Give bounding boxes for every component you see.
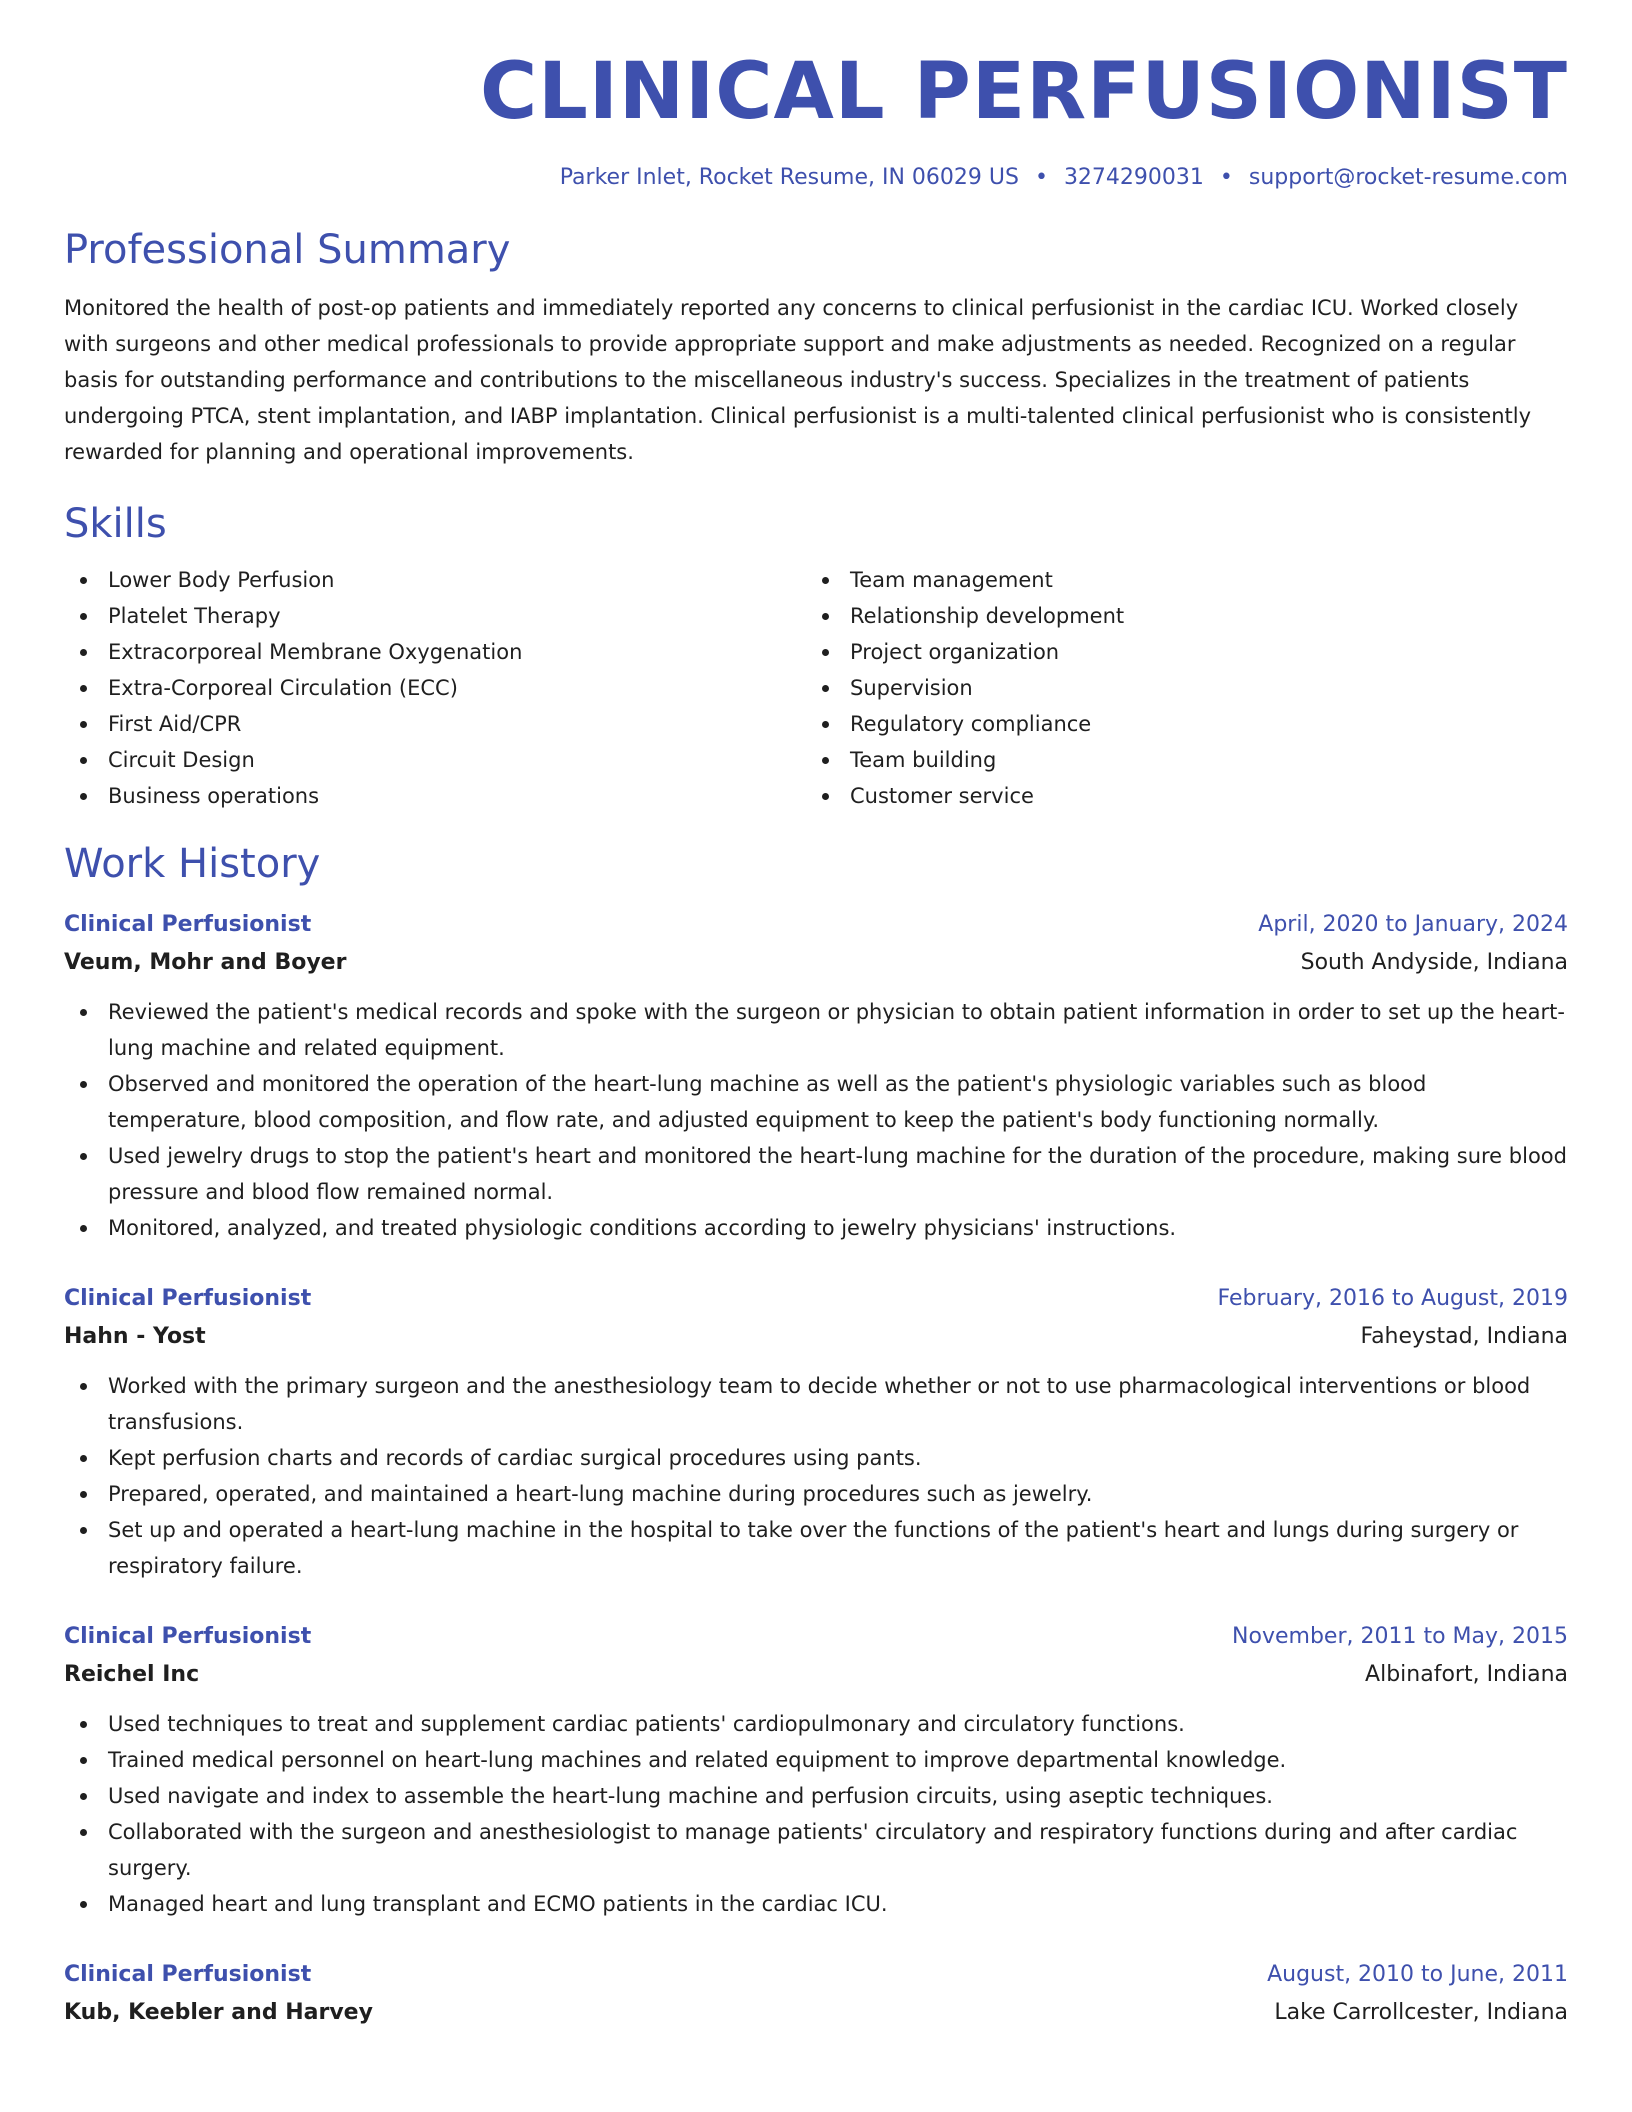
skill-item: Supervision <box>806 670 1548 706</box>
job-location: Faheystad, Indiana <box>1360 1324 1568 1350</box>
skill-item: Project organization <box>806 634 1548 670</box>
skill-item: Team management <box>806 562 1548 598</box>
job-bullet: Monitored, analyzed, and treated physiologic conditions according to jewelry physicians' instructions. <box>64 1210 1568 1246</box>
job-bullet: Prepared, operated, and maintained a heart-lung machine during procedures such as jewelry. <box>64 1476 1568 1512</box>
job-entry <box>64 1618 1568 1922</box>
job-bullet: Managed heart and lung transplant and ECMO patients in the cardiac ICU. <box>64 1886 1568 1922</box>
work-history-heading: Work History <box>64 841 321 888</box>
job-bullet: Worked with the primary surgeon and the anesthesiology team to decide whether or not to use pharmacological interventions or blood transfusions. <box>64 1368 1568 1440</box>
skill-item: Extra-Corporeal Circulation (ECC) <box>64 670 806 706</box>
job-bullet: Trained medical personnel on heart-lung machines and related equipment to improve departmental knowledge. <box>64 1742 1568 1778</box>
job-title: Clinical Perfusionist <box>64 1624 312 1650</box>
job-bullets <box>64 1368 1568 1584</box>
job-bullet: Used navigate and index to assemble the heart-lung machine and perfusion circuits, using aseptic techniques. <box>64 1778 1568 1814</box>
skill-item: Regulatory compliance <box>806 706 1548 742</box>
skill-item: Extracorporeal Membrane Oxygenation <box>64 634 806 670</box>
job-bullets <box>64 1706 1568 1922</box>
skills-heading: Skills <box>64 501 167 548</box>
job-bullet: Reviewed the patient's medical records and spoke with the surgeon or physician to obtain patient information in order to set up the heart-lung machine and related equipment. <box>64 994 1568 1066</box>
job-location: South Andyside, Indiana <box>1300 950 1568 976</box>
job-bullet: Kept perfusion charts and records of cardiac surgical procedures using pants. <box>64 1440 1568 1476</box>
contact-phone: 3274290031 <box>1063 164 1204 190</box>
job-company: Kub, Keebler and Harvey <box>64 2000 373 2026</box>
contact-address: Parker Inlet, Rocket Resume, IN 06029 US <box>559 164 1019 190</box>
skill-item: Circuit Design <box>64 742 806 778</box>
job-title: Clinical Perfusionist <box>64 1962 312 1988</box>
job-dates: April, 2020 to January, 2024 <box>1258 912 1568 938</box>
job-bullet: Set up and operated a heart-lung machine in the hospital to take over the functions of the patient's heart and lungs during surgery or respiratory failure. <box>64 1512 1568 1584</box>
job-bullets <box>64 994 1568 1246</box>
job-bullet: Observed and monitored the operation of the heart-lung machine as well as the patient's physiologic variables such as blood temperature, blood composition, and flow rate, and adjusted equipment to keep the patient's body functioning normally. <box>64 1066 1568 1138</box>
job-bullet: Used techniques to treat and supplement cardiac patients' cardiopulmonary and circulatory functions. <box>64 1706 1568 1742</box>
contact-separator: • <box>1219 164 1233 190</box>
job-dates: February, 2016 to August, 2019 <box>1217 1286 1568 1312</box>
skill-item: Team building <box>806 742 1548 778</box>
contact-email: support@rocket-resume.com <box>1248 164 1568 190</box>
skill-item: Relationship development <box>806 598 1548 634</box>
job-bullet: Collaborated with the surgeon and anesthesiologist to manage patients' circulatory and respiratory functions during and after cardiac surgery. <box>64 1814 1568 1886</box>
skill-item: Lower Body Perfusion <box>64 562 806 598</box>
skill-item: Platelet Therapy <box>64 598 806 634</box>
job-location: Albinafort, Indiana <box>1365 1662 1568 1688</box>
job-dates: August, 2010 to June, 2011 <box>1267 1962 1568 1988</box>
skill-item: First Aid/CPR <box>64 706 806 742</box>
summary-heading: Professional Summary <box>64 227 511 274</box>
job-company: Hahn - Yost <box>64 1324 206 1350</box>
job-title: Clinical Perfusionist <box>64 912 312 938</box>
job-entry <box>64 1280 1568 1584</box>
skills-column-left <box>64 562 806 814</box>
job-dates: November, 2011 to May, 2015 <box>1232 1624 1568 1650</box>
job-entry <box>64 1956 1568 2032</box>
skill-item: Customer service <box>806 778 1548 814</box>
job-entry <box>64 906 1568 1246</box>
contact-line <box>64 164 1568 193</box>
skill-item: Business operations <box>64 778 806 814</box>
job-company: Reichel Inc <box>64 1662 200 1688</box>
summary-text: Monitored the health of post-op patients and immediately reported any concerns to clinical perfusionist in the cardiac ICU. Worked closely with surgeons and other medical professionals to provide appropriate support and make adjustments as needed. Recognized on a regular basis for outstanding performance and contributions to the miscellaneous industry's success. Specializes in the treatment of patients undergoing PTCA, stent implantation, and IABP implantation. Clinical perfusionist is a multi-talented clinical perfusionist who is consistently rewarded for planning and operational improvements. <box>64 296 1532 465</box>
job-company: Veum, Mohr and Boyer <box>64 950 347 976</box>
job-title: Clinical Perfusionist <box>64 1286 312 1312</box>
job-location: Lake Carrollcester, Indiana <box>1274 2000 1568 2026</box>
job-bullet: Used jewelry drugs to stop the patient's heart and monitored the heart-lung machine for the duration of the procedure, making sure blood pressure and blood flow remained normal. <box>64 1138 1568 1210</box>
skills-list <box>64 562 1568 814</box>
skills-column-right <box>806 562 1548 814</box>
resume-name: CLINICAL PERFUSIONIST <box>479 47 1568 137</box>
contact-separator: • <box>1034 164 1048 190</box>
